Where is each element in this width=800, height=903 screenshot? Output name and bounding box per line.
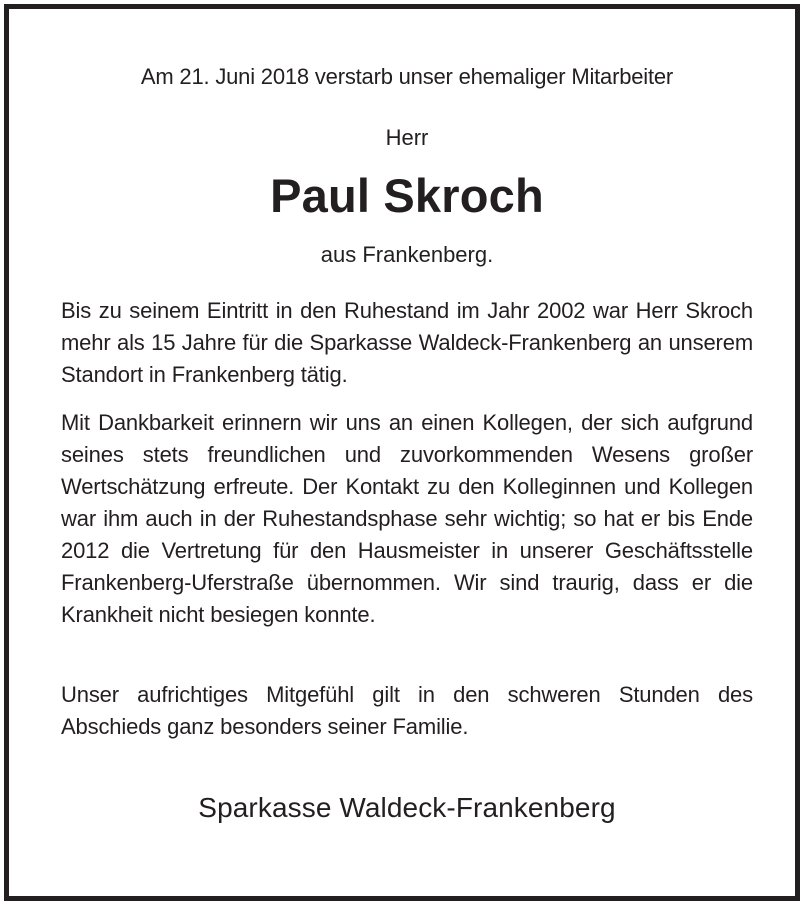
deceased-name: Paul Skroch: [270, 169, 544, 222]
obituary-notice: [4, 4, 800, 901]
paragraph-condolence: Unser aufrichtiges Mitgefühl gilt in den schweren Stunden des Abschieds ganz besonders seiner Familie.: [61, 682, 753, 739]
origin-line: aus Frankenberg.: [320, 242, 494, 267]
paragraph-career: Bis zu seinem Eintritt in den Ruhestand im Jahr 2002 war Herr Skroch mehr als 15 Jahre für die Sparkasse Waldeck-Frankenberg an unserem Standort in Frankenberg tätig.: [61, 298, 753, 387]
salutation: Herr: [385, 125, 429, 150]
paragraph-remembrance: Mit Dankbarkeit erinnern wir uns an einen Kollegen, der sich aufgrund seines stets freundlichen und zuvorkommenden Wesens großer Wertschätzung erfreute. Der Kontakt zu den Kolleginnen und Kollegen war ihm auch in der Ruhestandsphase sehr wichtig; so hat er bis Ende 2012 die Vertretung für den Hausmeister in unserer Geschäftsstelle Frankenberg-Uferstraße übernommen. Wir sind traurig, dass er die Krankheit nicht besiegen konnte.: [61, 410, 753, 627]
signature: Sparkasse Waldeck-Frankenberg: [198, 792, 616, 823]
intro-line: Am 21. Juni 2018 verstarb unser ehemaliger Mitarbeiter: [140, 64, 674, 89]
